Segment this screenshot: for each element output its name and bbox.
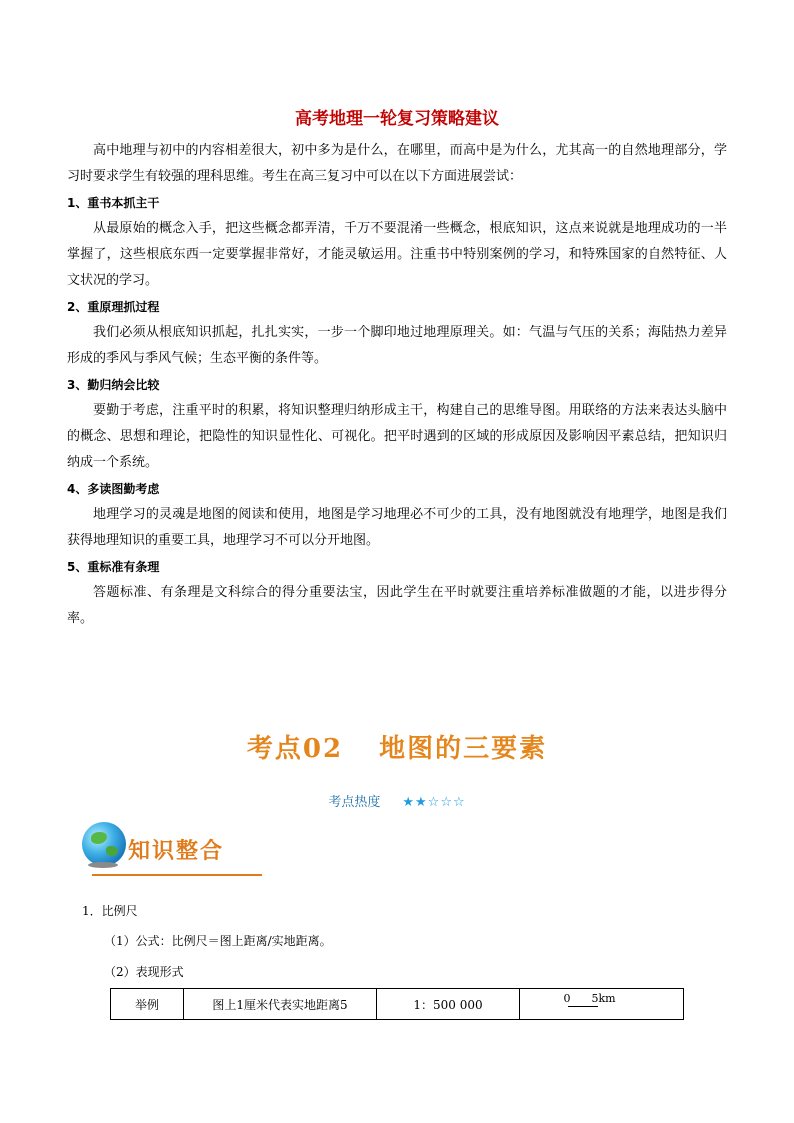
star-rating-icon: ★★☆☆☆ [402, 795, 466, 810]
page-title: 高考地理一轮复习策略建议 [295, 109, 499, 129]
knowledge-item-1-2: （2）表现形式 [104, 965, 184, 979]
section-4-heading: 4、多读图勤考虑 [67, 482, 160, 496]
section-1-body: 从最原始的概念入手，把这些概念都弄清，千万不要混淆一些概念，根底知识，这点来说就是地理成功的一半掌握了，这些根底东西一定要掌握非常好，才能灵敏运用。注重书中特别案例的学习，和特殊国家的自然特征、人文状况的学习。 [67, 221, 727, 288]
table-row [111, 989, 684, 1020]
heat-label: 考点热度 [328, 795, 381, 810]
intro-paragraph: 高中地理与初中的内容相差很大，初中多为是什么，在哪里，而高中是为什么，尤其高一的自然地理部分，学习时要求学生有较强的理科思维。考生在高三复习中可以在以下方面进展尝试： [67, 143, 727, 184]
scale-zero: 0 [563, 991, 571, 1005]
globe-icon [82, 822, 126, 866]
table-cell-graphic [520, 989, 684, 1020]
scale-bar-icon [562, 991, 642, 1010]
section-3-body: 要勤于考虑，注重平时的积累，将知识整理归纳形成主干，构建自己的思维导图。用联络的方法来表达头脑中的概念、思想和理论，把隐性的知识显性化、可视化。把平时遇到的区域的形成原因及影响因平素总结，把知识归纳成一个系统。 [67, 403, 727, 470]
knowledge-item-1-1: （1）公式：比例尺＝图上距离/实地距离。 [104, 934, 332, 948]
section-2-heading: 2、重原理抓过程 [67, 300, 160, 314]
globe-stand-icon [88, 862, 118, 868]
kaodian-title [0, 728, 794, 765]
section-4-body: 地理学习的灵魂是地图的阅读和使用，地图是学习地理必不可少的工具，没有地图就没有地理学，地图是我们获得地理知识的重要工具，地理学习不可以分开地图。 [67, 507, 727, 548]
scale-unit: km [598, 991, 616, 1005]
scale-forms-table [110, 988, 684, 1020]
section-5-heading: 5、重标准有条理 [67, 560, 160, 574]
table-cell-example: 举例 [111, 989, 184, 1020]
banner-title: 知识整合 [128, 838, 225, 864]
article-body [67, 138, 727, 632]
knowledge-banner [82, 822, 262, 878]
table-cell-numeric: 1：500 000 [377, 989, 520, 1020]
kaodian-name: 地图的三要素 [379, 734, 548, 764]
scale-five [592, 992, 616, 1005]
knowledge-item-1: 1．比例尺 [82, 904, 138, 918]
heat-rating [0, 791, 794, 810]
section-5-body: 答题标准、有条理是文科综合的得分重要法宝，因此学生在平时就要注重培养标准做题的才能，以进步得分率。 [67, 585, 727, 626]
banner-underline [92, 874, 262, 876]
section-1-heading: 1、重书本抓主干 [67, 196, 160, 210]
kaodian-code: 考点02 [246, 734, 344, 764]
section-2-body: 我们必须从根底知识抓起，扎扎实实，一步一个脚印地过地理原理关。如：气温与气压的关系；海陆热力差异形成的季风与季风气候；生态平衡的条件等。 [67, 325, 727, 366]
scale-five-value: 5 [591, 991, 599, 1005]
table-cell-verbal: 图上1厘米代表实地距离5 [184, 989, 377, 1020]
section-3-heading: 3、勤归纳会比较 [67, 378, 160, 392]
